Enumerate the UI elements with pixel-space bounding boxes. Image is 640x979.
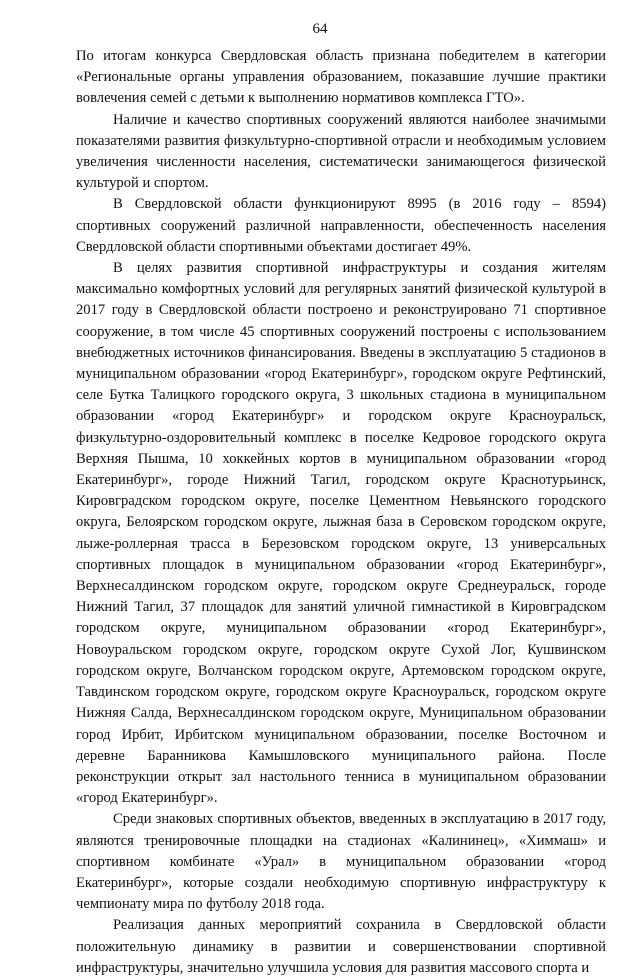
paragraph-facilities-count: В Свердловской области функционируют 8995 (в 2016 году – 8594) спортивных сооружений различной направленности, обеспеченность населения Свердловской области спортивными объектами достигает 49%. — [76, 196, 606, 255]
document-body — [76, 46, 606, 979]
paragraph-gto-contest: По итогам конкурса Свердловская область признана победителем в категории «Региональные органы управления образованием, показавшие лучшие практики вовлечения семей с детьми к выполнению нормативов комплекса ГТО». — [76, 48, 606, 107]
paragraph-landmark-objects: Среди знаковых спортивных объектов, введенных в эксплуатацию в 2017 году, являются тренировочные площадки на стадионах «Калининец», «Химмаш» и спортивном комбинате «Урал» в муниципальном образовании «город Екатеринбург», которые создали необходимую спортивную инфраструктуру к чемпионату мира по футболу 2018 года. — [76, 811, 606, 913]
paragraph-construction-2017: В целях развития спортивной инфраструктуры и создания жителям максимально комфортных условий для регулярных занятий физической культурой в 2017 году в Свердловской области построено и реконструировано 71 спортивное сооружение, в том числе 45 спортивных сооружений построены с использованием внебюджетных источников финансирования. Введены в эксплуатацию 5 стадионов в муниципальном образовании «город Екатеринбург», городском округе Рефтинский, селе Бутка Талицкого городского округа, 3 школьных стадиона в муниципальном образовании «город Екатеринбург» и городском округе Красноуральск, физкультурно-оздоровительный комплекс в поселке Кедровое городского округа Верхняя Пышма, 10 хоккейных кортов в муниципальном образовании «город Екатеринбург», городе Нижний Тагил, городском округе Краснотурьинск, Кировградском городском округе, поселке Цементном Невьянского городского округа, Белоярском городском округе, лыжная база в Серовском городском округе, лыже-роллерная трасса в Березовском городском округе, 13 универсальных спортивных площадок в муниципальном образовании «город Екатеринбург», Верхнесалдинском городском округе, городском округе Среднеуральск, городе Нижний Тагил, 37 площадок для занятий уличной гимнастикой в Кировградском городском округе, муниципальном образовании «город Екатеринбург», Новоуральском городском округе, городском округе Сухой Лог, Кушвинском городском округе, Волчанском городском округе, Артемовском городском округе, Тавдинском городском округе, городском округе Красноуральск, городском округе Нижняя Салда, Верхнесалдинском городском округе, Муниципальном образовании город Ирбит, Ирбитском муниципальном образовании, поселке Восточном и деревне Баранникова Камышловского муниципального района. После реконструкции открыт зал настольного тенниса в муниципальном образовании «город Екатеринбург». — [76, 260, 606, 807]
paragraph-results: Реализация данных мероприятий сохранила в Свердловской области положительную динамику в развитии и совершенствовании спортивной инфраструктуры, значительно улучшила условия для развития массового спорта и — [76, 917, 606, 976]
paragraph-sports-facilities-importance: Наличие и качество спортивных сооружений являются наиболее значимыми показателями развития физкультурно-спортивной отрасли и необходимым условием увеличения численности населения, систематически занимающегося физической культурой и спортом. — [76, 111, 606, 192]
page-number: 64 — [312, 21, 328, 37]
